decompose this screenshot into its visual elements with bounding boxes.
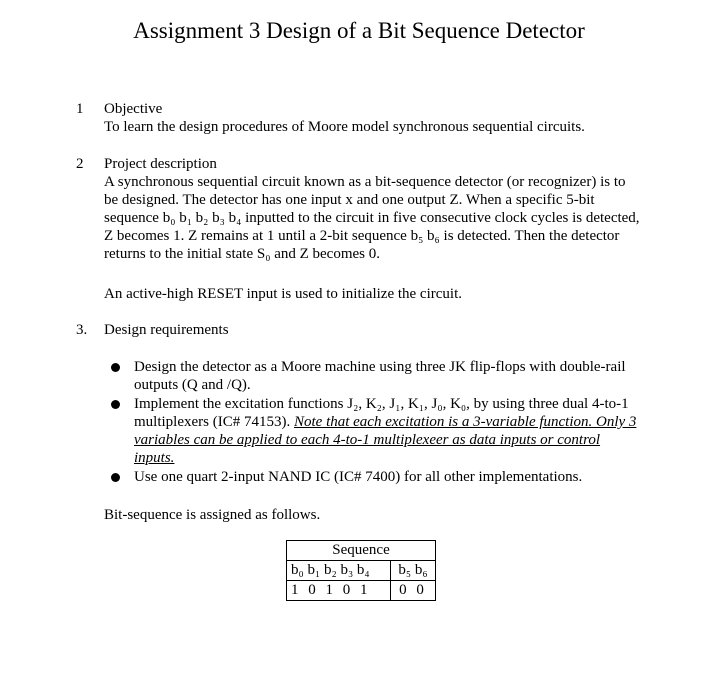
section-3-heading: Design requirements <box>104 322 229 338</box>
table-header: Sequence <box>287 541 436 561</box>
section-2-line: sequence b₀ b₁ b₂ b₃ b₄ inputted to the circuit in five consecutive clock cycles is detected, <box>104 210 640 226</box>
section-2-line: be designed. The detector has one input x and one output Z. When a specific 5-bit <box>104 192 595 208</box>
bullet-icon <box>111 363 120 372</box>
bullet-item-3: Use one quart 2-input NAND IC (IC# 7400) for all other implementations. <box>134 469 583 485</box>
bullet-item-2: Implement the excitation functions J₂, K₂, J₁, K₁, J₀, K₀, by using three dual 4-to-1 multiplexers (IC# 74153). Note that each excitation is a 3-variable function. Only 3 variables can be applied to each 4-to-1 multiplexeer as data inputs or control inputs. <box>134 395 694 467</box>
table-col-label: b₀ b₁ b₂ b₃ b₄ <box>287 561 391 581</box>
section-1-text: To learn the design procedures of Moore model synchronous sequential circuits. <box>104 119 585 135</box>
section-2-line: Z becomes 1. Z remains at 1 until a 2-bit sequence b₅ b₆ is detected. Then the detector <box>104 228 620 244</box>
section-1 <box>104 100 684 136</box>
bullet-icon <box>111 400 120 409</box>
sequence-table <box>286 540 436 601</box>
section-2-line: returns to the initial state S₀ and Z becomes 0. <box>104 246 380 262</box>
section-1-heading: Objective <box>104 101 163 117</box>
reset-text: An active-high RESET input is used to initialize the circuit. <box>104 286 462 302</box>
section-2 <box>104 155 684 263</box>
bullet-icon <box>111 473 120 482</box>
note-text: inputs. <box>134 450 175 466</box>
bullet-item-1: Design the detector as a Moore machine using three JK flip-flops with double-rail outputs (Q and /Q). <box>134 359 626 393</box>
bullet-2-line-2: multiplexers (IC# 74153). Note that each excitation is a 3-variable function. Only 3 <box>134 414 637 430</box>
table-value: 1 0 1 0 1 <box>287 581 391 601</box>
table-col-label: b₅ b₆ <box>391 561 436 581</box>
section-2-line: A synchronous sequential circuit known as a bit-sequence detector (or recognizer) is to <box>104 174 626 190</box>
section-2-heading: Project description <box>104 156 217 172</box>
section-2-number: 2 <box>76 156 84 172</box>
section-1-number: 1 <box>76 101 84 117</box>
assign-text: Bit-sequence is assigned as follows. <box>104 507 321 523</box>
note-text: Note that each excitation is a 3-variable function. Only 3 <box>293 414 637 430</box>
note-text: variables can be applied to each 4-to-1 multiplexeer as data inputs or control <box>134 432 601 448</box>
section-3-number: 3. <box>76 322 88 338</box>
document-title: Assignment 3 Design of a Bit Sequence Detector <box>133 18 585 43</box>
table-value: 0 0 <box>391 581 436 601</box>
